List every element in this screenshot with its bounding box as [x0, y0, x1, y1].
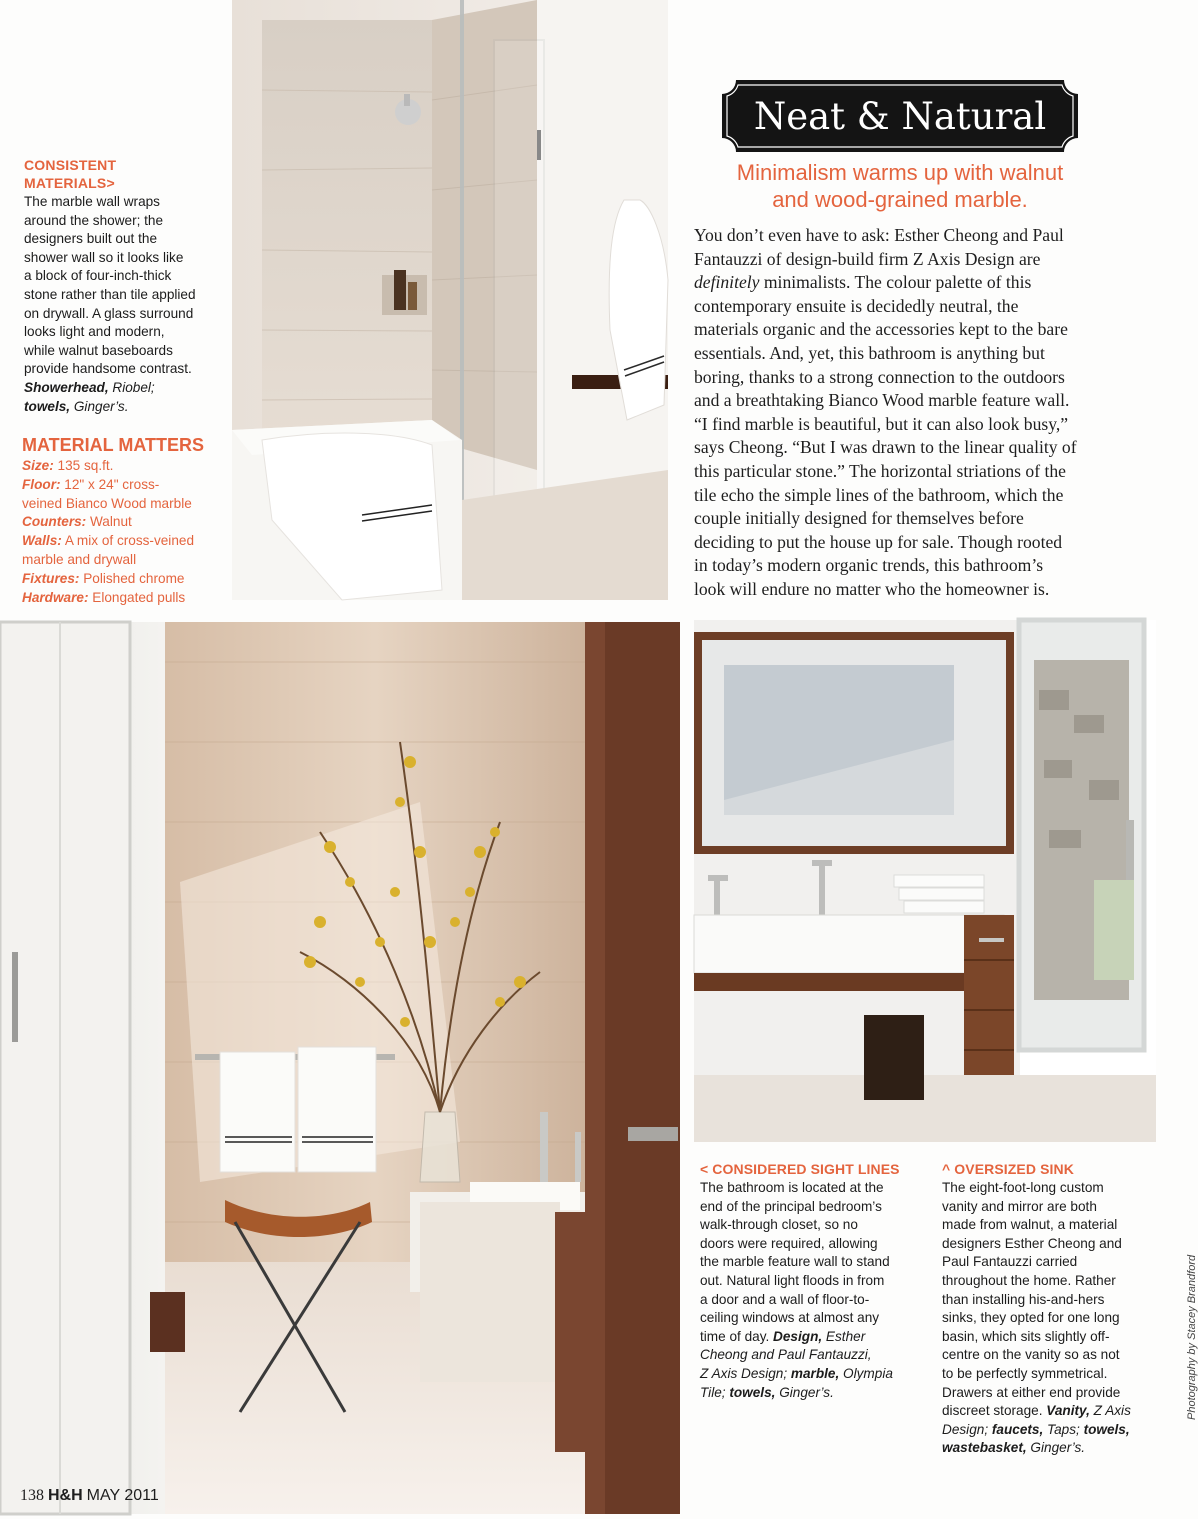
credit-label: marble, — [790, 1365, 840, 1381]
spec-label: Fixtures: — [22, 570, 80, 586]
spec-value: 12" x 24" cross- — [60, 476, 160, 492]
caption-line — [700, 1384, 930, 1403]
issue-date: MAY 2011 — [86, 1487, 159, 1504]
caption-line: ceiling windows at almost any — [700, 1310, 880, 1326]
caption-line: Drawers at either end provide — [942, 1384, 1121, 1400]
article-line — [694, 271, 1132, 295]
article-line: contemporary ensuite is decidedly neutral, the — [694, 295, 1019, 316]
sidebar-line: provide handsome contrast. — [24, 361, 192, 377]
credit-label: towels, — [1083, 1421, 1130, 1437]
sidebar-line: a block of four-inch-thick — [24, 268, 172, 284]
subtitle — [700, 160, 1100, 213]
chevron-left-icon: < — [700, 1161, 709, 1177]
caption-line: a door and a wall of floor-to- — [700, 1291, 870, 1307]
caption-heading-text: OVERSIZED SINK — [954, 1161, 1074, 1177]
caption-sight-lines-body — [700, 1179, 930, 1402]
caption-text: time of day. — [700, 1328, 774, 1344]
spec-value: Walnut — [86, 514, 132, 530]
credit-value: Taps; — [1043, 1421, 1084, 1437]
bathroom-main-photo — [0, 622, 680, 1514]
article-line: materials organic and the accessories kept to the bare — [694, 319, 1068, 340]
caption-line — [700, 1365, 930, 1384]
caption-line — [942, 1421, 1167, 1440]
caption-line: basin, which sits slightly off- — [942, 1328, 1110, 1344]
caption-sink-heading — [942, 1160, 1167, 1178]
caption-line: sinks, they opted for one long — [942, 1310, 1120, 1326]
subtitle-line1: Minimalism warms up with walnut — [736, 160, 1064, 185]
credit-value: Olympia — [839, 1365, 893, 1381]
credit-value: Riobel; — [108, 379, 155, 395]
credit-label: Vanity, — [1046, 1403, 1090, 1419]
article-line: this particular stone.” The horizontal striations of the — [694, 460, 1066, 481]
spec-value: Polished chrome — [79, 570, 185, 586]
shower-illustration — [232, 0, 668, 600]
article-emphasis: definitely — [694, 272, 760, 293]
article-line: essentials. And, yet, this bathroom is anything but — [694, 342, 1045, 363]
credit-label: towels, — [729, 1384, 776, 1400]
shower-photo — [232, 0, 668, 600]
caption-line: doors were required, allowing — [700, 1235, 878, 1251]
spec-floor-cont: veined Bianco Wood marble — [22, 495, 192, 511]
sidebar-kicker — [24, 156, 224, 192]
caption-line — [942, 1402, 1167, 1421]
caption-sight-lines — [700, 1160, 930, 1402]
article-line: tile echo the simple lines of the bathroom, which the — [694, 484, 1064, 505]
credit-label: faucets, — [991, 1421, 1044, 1437]
caption-line: end of the principal bedroom’s — [700, 1198, 882, 1214]
sidebar-credit-2 — [24, 398, 224, 417]
caption-line — [700, 1346, 930, 1365]
spec-label: Walls: — [22, 533, 62, 549]
spec-walls — [22, 532, 227, 551]
sidebar-credit-1 — [24, 379, 224, 398]
caption-line: made from walnut, a material — [942, 1217, 1118, 1233]
sidebar-line: stone rather than tile applied — [24, 286, 196, 302]
caption-text: discreet storage. — [942, 1403, 1047, 1419]
article-line: look will endure no matter who the homeowner is. — [694, 578, 1050, 599]
spec-value: A mix of cross-veined — [61, 533, 195, 549]
spec-floor — [22, 476, 227, 495]
caption-line: designers Esther Cheong and — [942, 1235, 1122, 1251]
spec-walls-cont: marble and drywall — [22, 551, 137, 567]
credit-value: Z Axis Design; — [700, 1365, 791, 1381]
credit-value: Cheong and Paul Fantauzzi, — [700, 1347, 872, 1363]
spec-label: Hardware: — [22, 589, 89, 605]
spec-label: Counters: — [22, 514, 87, 530]
spec-hardware — [22, 589, 227, 608]
article-line: in today’s modern organic trends, this bathroom’s — [694, 555, 1044, 576]
magazine-brand: H&H — [48, 1487, 83, 1504]
caption-line: throughout the home. Rather — [942, 1272, 1116, 1288]
material-matters-box — [22, 434, 227, 607]
page-number: 138 — [20, 1487, 44, 1504]
credit-value: Ginger’s. — [775, 1384, 834, 1400]
article-line: says Cheong. “But I was drawn to the linear quality of — [694, 437, 1077, 458]
caption-sight-lines-heading — [700, 1160, 930, 1178]
sidebar-line: on drywall. A glass surround — [24, 305, 194, 321]
article-body — [694, 224, 1132, 602]
credit-label: towels, — [24, 398, 71, 414]
article-line-rest: minimalists. The colour palette of this — [763, 272, 1032, 293]
spec-label: Size: — [22, 458, 54, 473]
sidebar-body — [24, 193, 224, 416]
credit-value: Esther — [822, 1328, 866, 1344]
caret-up-icon: ^ — [942, 1161, 951, 1177]
caption-line: than installing his-and-hers — [942, 1291, 1105, 1307]
caption-line: walk-through closet, so no — [700, 1217, 858, 1233]
caption-line: Paul Fantauzzi carried — [942, 1254, 1078, 1270]
credit-value: Ginger’s. — [1026, 1440, 1086, 1456]
credit-label: Design, — [773, 1328, 823, 1344]
credit-value: Z Axis — [1089, 1403, 1131, 1419]
article-line: Fantauzzi of design-build firm Z Axis Design are — [694, 248, 1041, 269]
consistent-materials-sidebar — [24, 156, 224, 416]
caption-line: to be perfectly symmetrical. — [942, 1365, 1108, 1381]
caption-line — [942, 1439, 1167, 1458]
caption-line: vanity and mirror are both — [942, 1198, 1097, 1214]
vanity-illustration — [694, 620, 1156, 1142]
caption-line: The bathroom is located at the — [700, 1180, 884, 1195]
caption-line — [700, 1328, 930, 1347]
sidebar-line: while walnut baseboards — [24, 342, 173, 358]
caption-line: centre on the vanity so as not — [942, 1347, 1120, 1363]
caption-line: The eight-foot-long custom — [942, 1180, 1104, 1195]
article-line: deciding to put the house up for sale. Though rooted — [694, 531, 1063, 552]
bathroom-main-illustration — [0, 622, 680, 1514]
spec-size — [22, 457, 227, 476]
credit-label: Showerhead, — [24, 379, 109, 395]
article-line: boring, thanks to a strong connection to the outdoors — [694, 366, 1065, 387]
spec-counters — [22, 513, 227, 532]
credit-value: Ginger’s. — [70, 398, 129, 414]
spec-label: Floor: — [22, 476, 61, 492]
photo-credit: Photography by Stacey Brandford — [1186, 1254, 1198, 1420]
article-line: You don’t even have to ask: Esther Cheong and Paul — [694, 225, 1064, 245]
sidebar-line: shower wall so it looks like — [24, 249, 184, 265]
sidebar-kicker-line2: MATERIALS — [24, 175, 107, 191]
caption-heading-text: CONSIDERED SIGHT LINES — [712, 1161, 900, 1177]
sidebar-line: around the shower; the — [24, 212, 164, 228]
page-footer — [20, 1487, 159, 1505]
credit-value: Design; — [942, 1421, 992, 1437]
article-line: couple initially designed for themselves before — [694, 508, 1024, 529]
sidebar-line: The marble wall wraps — [24, 194, 160, 209]
sidebar-line: looks light and modern, — [24, 324, 165, 340]
spec-value: Elongated pulls — [88, 589, 186, 605]
caption-oversized-sink — [942, 1160, 1167, 1458]
vanity-photo — [694, 620, 1156, 1142]
chevron-right-icon: > — [106, 175, 115, 191]
material-matters-heading: MATERIAL MATTERS — [22, 435, 204, 455]
subtitle-line2: and wood-grained marble. — [772, 186, 1028, 212]
caption-line: out. Natural light floods in from — [700, 1272, 885, 1288]
caption-sink-body — [942, 1179, 1167, 1458]
sidebar-line: designers built out the — [24, 231, 158, 247]
article-line: and a breathtaking Bianco Wood marble feature wall. — [694, 390, 1070, 411]
caption-line: the marble feature wall to stand — [700, 1254, 890, 1270]
article-line: “I find marble is beautiful, but it can also look busy,” — [694, 413, 1069, 434]
spec-fixtures — [22, 570, 227, 589]
spec-value: 135 sq.ft. — [53, 458, 114, 473]
page-title: Neat & Natural — [753, 94, 1047, 138]
credit-value: Tile; — [700, 1384, 730, 1400]
sidebar-kicker-line1: CONSISTENT — [24, 157, 117, 173]
credit-label: wastebasket, — [942, 1440, 1027, 1456]
